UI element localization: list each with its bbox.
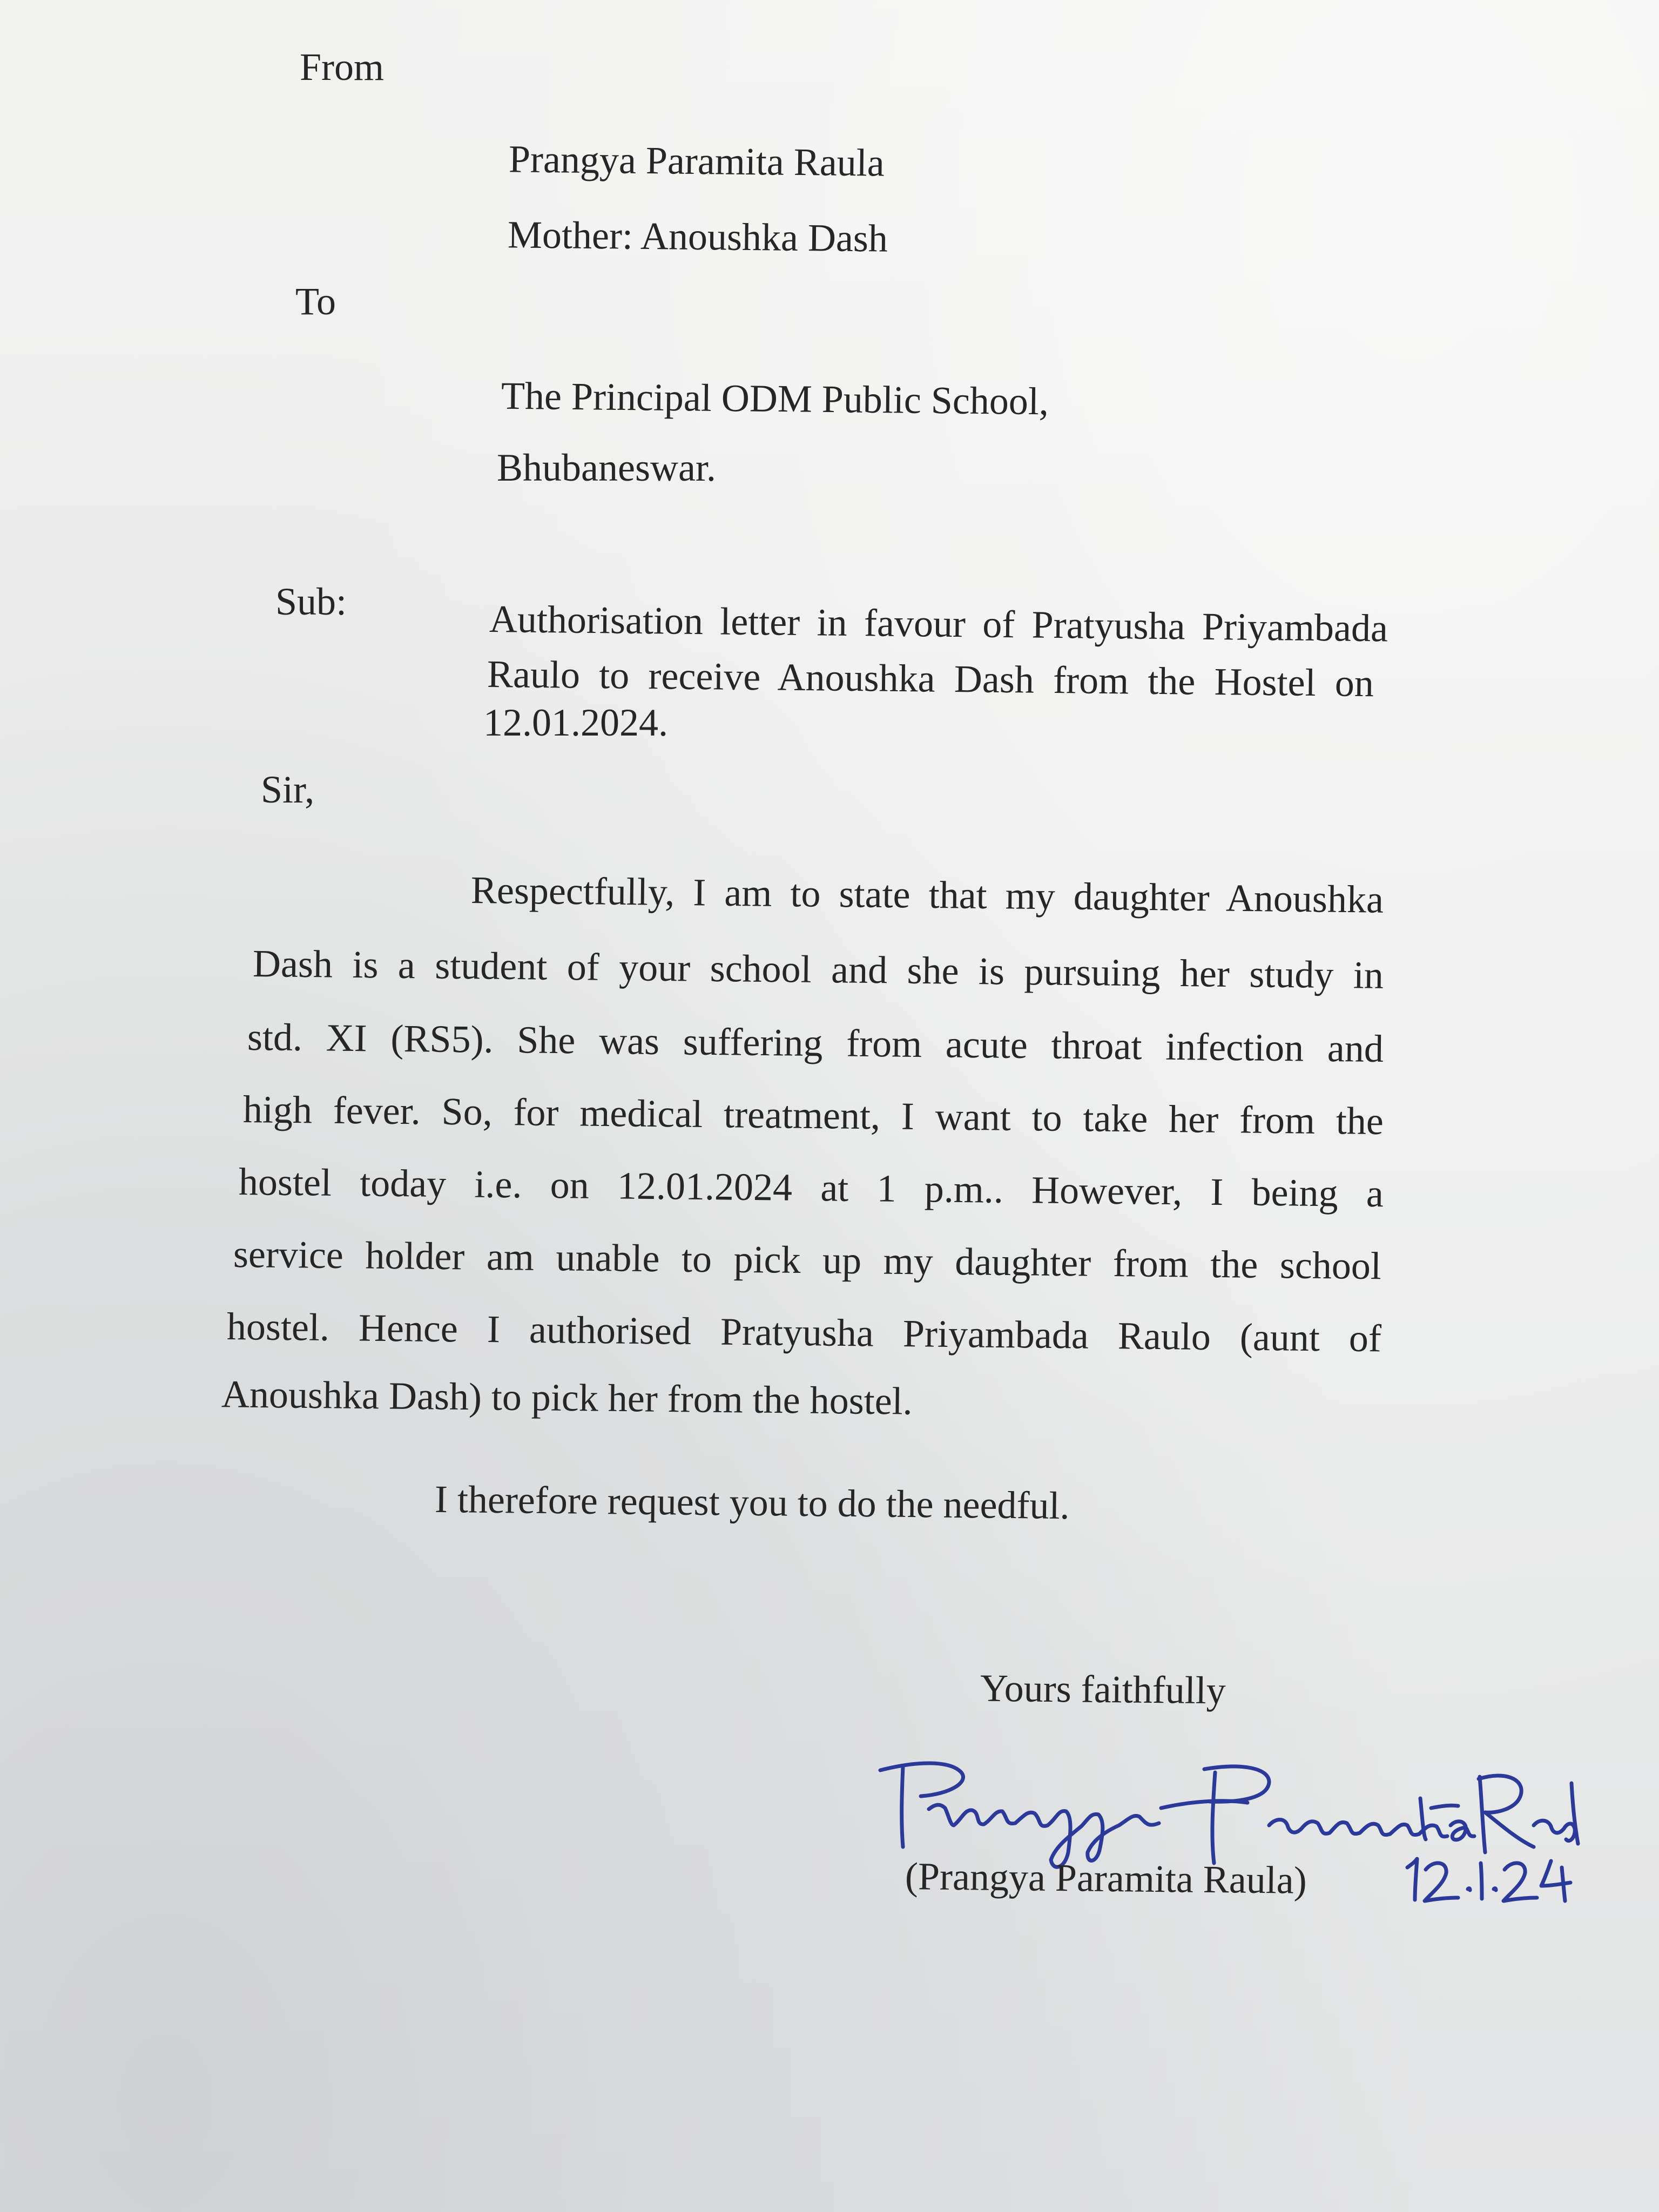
sender-name: Prangya Paramita Raula bbox=[508, 137, 885, 185]
salutation: Sir, bbox=[261, 768, 315, 811]
sender-relation: Mother: Anoushka Dash bbox=[507, 213, 888, 260]
closing: Yours faithfully bbox=[980, 1666, 1226, 1712]
request-line: I therefore request you to do the needful. bbox=[434, 1477, 1070, 1528]
recipient-line-2: Bhubaneswar. bbox=[497, 446, 716, 489]
body-line-5: hostel today i.e. on 12.01.2024 at 1 p.m.. However, I being a bbox=[238, 1160, 1384, 1216]
signature-name: (Prangya Paramita Raula) bbox=[905, 1854, 1307, 1902]
subject-line-3: 12.01.2024. bbox=[483, 701, 668, 744]
body-line-1: Respectfully, I am to state that my daughter Anoushka bbox=[470, 868, 1384, 921]
to-label: To bbox=[295, 280, 336, 323]
from-label: From bbox=[300, 45, 385, 89]
recipient-line-1: The Principal ODM Public School, bbox=[501, 374, 1049, 423]
body-line-2: Dash is a student of your school and she is pursuing her study in bbox=[252, 942, 1384, 997]
subject-line-2: Raulo to receive Anoushka Dash from the Hostel on bbox=[487, 652, 1374, 705]
body-line-3: std. XI (RS5). She was suffering from acute throat infection and bbox=[247, 1015, 1384, 1071]
body-line-6: service holder am unable to pick up my daughter from the school bbox=[233, 1232, 1382, 1288]
body-line-4: high fever. So, for medical treatment, I want to take her from the bbox=[242, 1088, 1384, 1143]
subject-line-1: Authorisation letter in favour of Pratyusha Priyambada bbox=[489, 597, 1388, 650]
body-line-7: hostel. Hence I authorised Pratyusha Priyambada Raulo (aunt of bbox=[226, 1305, 1382, 1360]
subject-label: Sub: bbox=[275, 580, 347, 623]
body-line-8: Anoushka Dash) to pick her from the hostel. bbox=[221, 1372, 913, 1423]
